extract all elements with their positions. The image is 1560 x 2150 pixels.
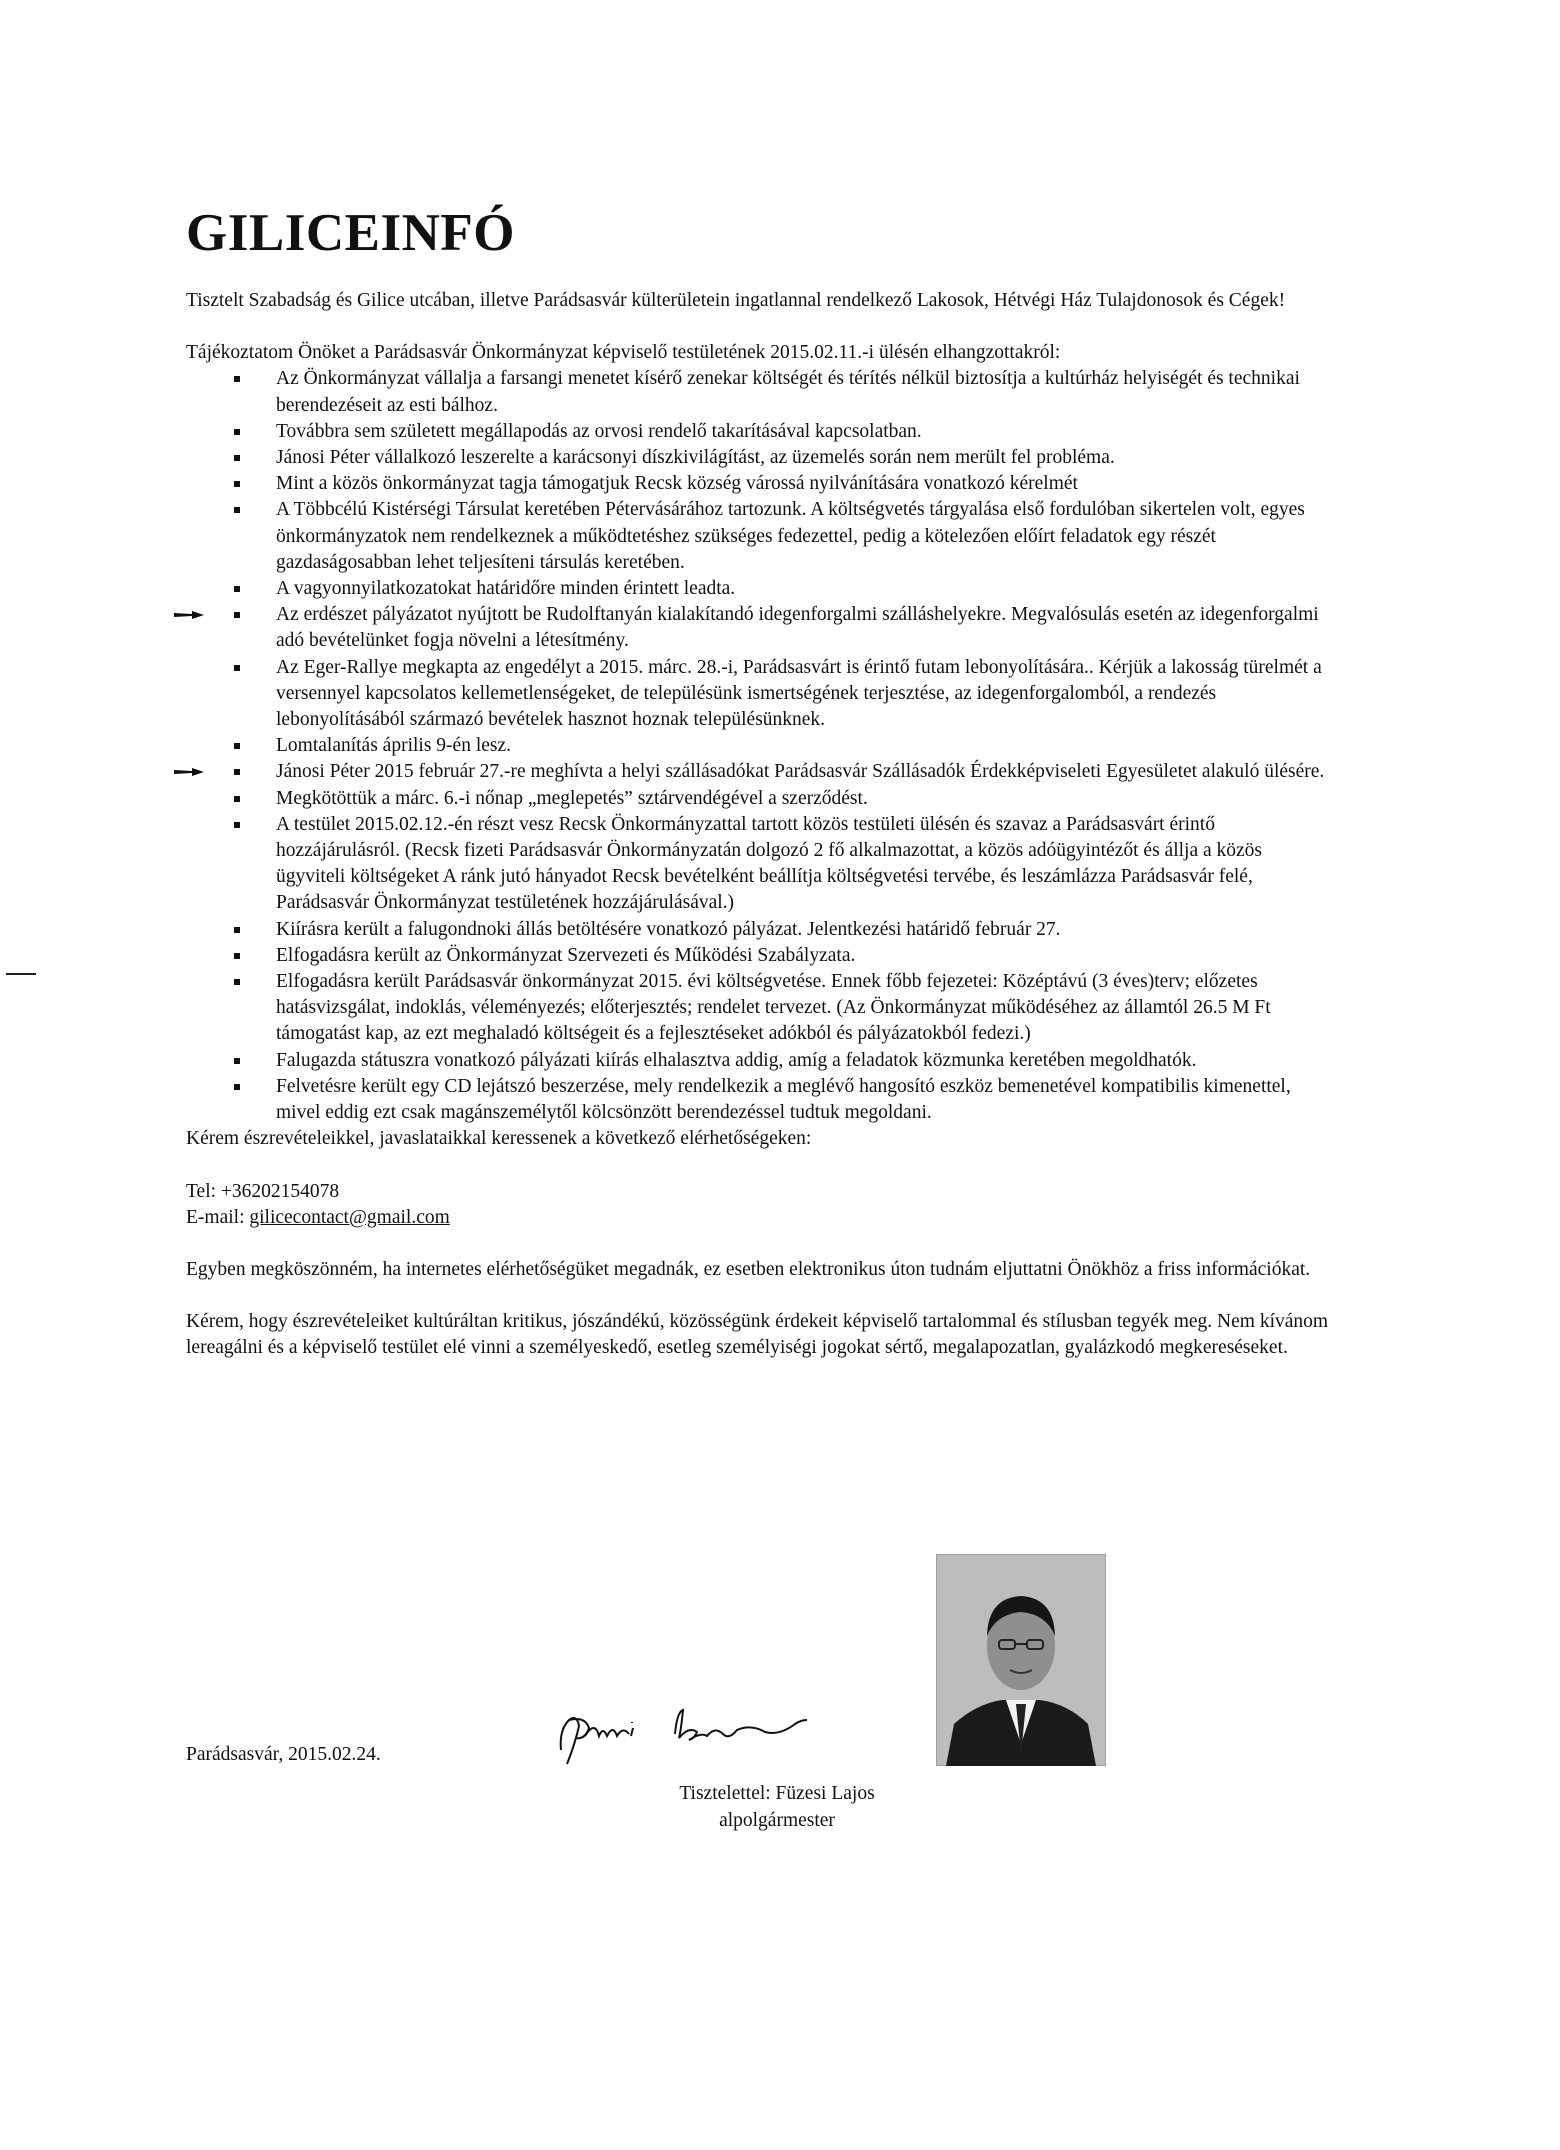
contact-request: Kérem észrevételeikkel, javaslataikkal keressenek a következő elérhetőségeken: <box>186 1128 812 1150</box>
list-item <box>186 943 1336 969</box>
list-item-text: Az Eger-Rallye megkapta az engedélyt a 2015. márc. 28.-i, Parádsasvárt is érintő futam lebonyolítására.. Kérjük a lakosság türelmét a versennyel kapcsolatos kellemetlenségeket, de településünk ismertségének terjesztése, az idegenforgalomból, a rendezés lebonyolításából származó bevételek hasznot hoznak településünknek. <box>276 656 1322 731</box>
list-item <box>186 1048 1336 1074</box>
list-item-text: Felvetésre került egy CD lejátszó beszerzése, mely rendelkezik a meglévő hangosító eszköz bemenetével kompatibilis kimenettel, mivel eddig ezt csak magánszemélytől kölcsönzött berendezéssel tudtuk megoldani. <box>276 1075 1291 1124</box>
greeting-paragraph: Tisztelt Szabadság és Gilice utcában, illetve Parádsasvár külterületein ingatlannal rendelkező Lakosok, Hétvégi Ház Tulajdonosok és Cégek! <box>186 290 1286 311</box>
list-item-text: Elfogadásra került az Önkormányzat Szervezeti és Működési Szabályzata. <box>276 944 856 966</box>
portrait-photo <box>936 1554 1106 1766</box>
margin-tick-mark <box>6 973 36 975</box>
document-body <box>186 288 1336 1362</box>
place-and-date: Parádsasvár, 2015.02.24. <box>186 1744 381 1765</box>
list-item <box>186 812 1336 917</box>
bullet-square-icon <box>234 953 240 959</box>
bullet-square-icon <box>234 927 240 933</box>
email-line <box>186 1205 1336 1231</box>
list-item-text: Az erdészet pályázatot nyújtott be Rudolftanyán kialakítandó idegenforgalmi szálláshelyekre. Megvalósulás esetén az idegenforgalmi adó bevételünket fogja növelni a létesítmény. <box>276 604 1319 652</box>
list-item-text: Az Önkormányzat vállalja a farsangi menetet kísérő zenekar költségét és térítés nélkül biztosítja a kultúrház helyiségét és technikai berendezéseit az esti bálhoz. <box>276 368 1300 416</box>
list-item-text: Elfogadásra került Parádsasvár önkormányzat 2015. évi költségvetése. Ennek főbb fejezetei: Középtávú (3 éves)terv; előzetes hatásvizsgálat, indoklás, véleményezés; előterjesztés; rendelet tervezet. (Az Önkormányzat működéséhez az államtól 26.5 M Ft támogatást kap, az ezt meghaladó költségeit és a fejlesztéseket adókból és pályázatokból fedezi.) <box>276 971 1271 1045</box>
list-item-text: Lomtalanítás április 9-én lesz. <box>276 735 512 757</box>
meeting-items-list <box>186 366 1336 1126</box>
list-item <box>186 419 1336 445</box>
list-item-text: Kiírásra került a falugondnoki állás betöltésére vonatkozó pályázat. Jelentkezési határidő február 27. <box>276 918 1061 940</box>
bullet-square-icon <box>234 1084 240 1090</box>
hand-arrow-mark-icon <box>174 611 204 619</box>
list-item <box>186 366 1336 418</box>
phone-number[interactable]: +36202154078 <box>220 1180 340 1202</box>
page-title: GILICEINFÓ <box>186 204 515 262</box>
bullet-square-icon <box>234 455 240 461</box>
bullet-square-icon <box>234 822 240 828</box>
email-link[interactable]: gilicecontact@gmail.com <box>249 1206 450 1228</box>
bullet-square-icon <box>234 586 240 592</box>
list-item <box>186 786 1336 812</box>
list-item <box>186 917 1336 943</box>
bullet-square-icon <box>234 979 240 985</box>
bullet-square-icon <box>234 1058 240 1064</box>
signature-image <box>555 1680 885 1770</box>
list-item <box>186 733 1336 759</box>
list-item-text: Megkötöttük a márc. 6.-i nőnap „meglepetés” sztárvendégével a szerződést. <box>276 787 868 809</box>
bullet-square-icon <box>234 665 240 671</box>
list-item-text: Jánosi Péter 2015 február 27.-re meghívta a helyi szállásadókat Parádsasvár Szállásadók Érdekképviseleti Egyesületet alakuló ülésére. <box>276 761 1325 783</box>
intro-paragraph: Tájékoztatom Önöket a Parádsasvár Önkormányzat képviselő testületének 2015.02.11.-i ülésén elhangzottakról: <box>186 342 1061 364</box>
bullet-square-icon <box>234 507 240 513</box>
list-item-text: Továbbra sem született megállapodás az orvosi rendelő takarításával kapcsolatban. <box>276 420 922 442</box>
online-paragraph: Egyben megköszönném, ha internetes elérhetőségüket megadnák, ez esetben elektronikus úton tudnám eljuttatni Önökhöz a friss információkat. <box>186 1258 1311 1280</box>
phone-line <box>186 1179 1336 1205</box>
list-item <box>186 1074 1336 1126</box>
bullet-square-icon <box>234 743 240 749</box>
bullet-square-icon <box>234 429 240 435</box>
list-item <box>186 969 1336 1048</box>
bullet-square-icon <box>234 612 240 618</box>
request-paragraph: Kérem, hogy észrevételeiket kultúráltan kritikus, jószándékú, közösségünk érdekeit képviselő tartalommal és stílusban tegyék meg. Nem kívánom lereagálni és a képviselő testület elé vinni a személyeskedő, esetleg személyiségi jogokat sértő, megalapozatlan, gyalázkodó megkereséseket. <box>186 1311 1329 1359</box>
list-item <box>186 602 1336 654</box>
closing-line: Tisztelettel: Füzesi Lajos <box>679 1783 875 1804</box>
list-item <box>186 759 1336 785</box>
list-item <box>186 471 1336 497</box>
hand-arrow-mark-icon <box>174 768 204 776</box>
list-item-text: Jánosi Péter vállalkozó leszerelte a karácsonyi díszkivilágítást, az üzemelés során nem merült fel probléma. <box>276 447 1115 469</box>
list-item-text: A vagyonnyilatkozatokat határidőre minden érintett leadta. <box>276 578 736 600</box>
list-item <box>186 497 1336 576</box>
bullet-square-icon <box>234 796 240 802</box>
bullet-square-icon <box>234 769 240 775</box>
list-item <box>186 655 1336 734</box>
signer-role: alpolgármester <box>719 1810 835 1831</box>
list-item-text: A testület 2015.02.12.-én részt vesz Recsk Önkormányzattal tartott közös testületi ülésén és szavaz a Parádsasvárt érintő hozzájárulásról. (Recsk fizeti Parádsasvár Önkormányzatán dolgozó 2 fő alkalmazottat, a közös adóügyintézőt és állja a közös ügyviteli költségeket A ránk jutó hányadot Recsk bevételként beállítja költségvetési tervébe, és leszámlázza Parádsasvár felé, Parádsasvár Önkormányzat testületének hozzájárulásával.) <box>276 813 1263 914</box>
list-item <box>186 445 1336 471</box>
bullet-square-icon <box>234 481 240 487</box>
list-item-text: Mint a közös önkormányzat tagja támogatjuk Recsk község várossá nyilvánítására vonatkozó kérelmét <box>276 473 1078 495</box>
list-item <box>186 576 1336 602</box>
bullet-square-icon <box>234 376 240 382</box>
email-label: E-mail: <box>186 1206 245 1228</box>
signature-block <box>612 1780 942 1834</box>
list-item-text: A Többcélú Kistérségi Társulat keretében Pétervásárához tartozunk. A költségvetés tárgyalása első fordulóban sikertelen volt, egyes önkormányzatok nem rendelkeznek a működtetéshez szükséges fedezettel, pedig a kötelezően előírt feladatok egy részét gazdaságosabban lehet teljesíteni társulás keretében. <box>276 499 1305 573</box>
phone-label: Tel: <box>186 1180 217 1202</box>
list-item-text: Falugazda státuszra vonatkozó pályázati kiírás elhalasztva addig, amíg a feladatok közmunka keretében megoldhatók. <box>276 1049 1197 1071</box>
